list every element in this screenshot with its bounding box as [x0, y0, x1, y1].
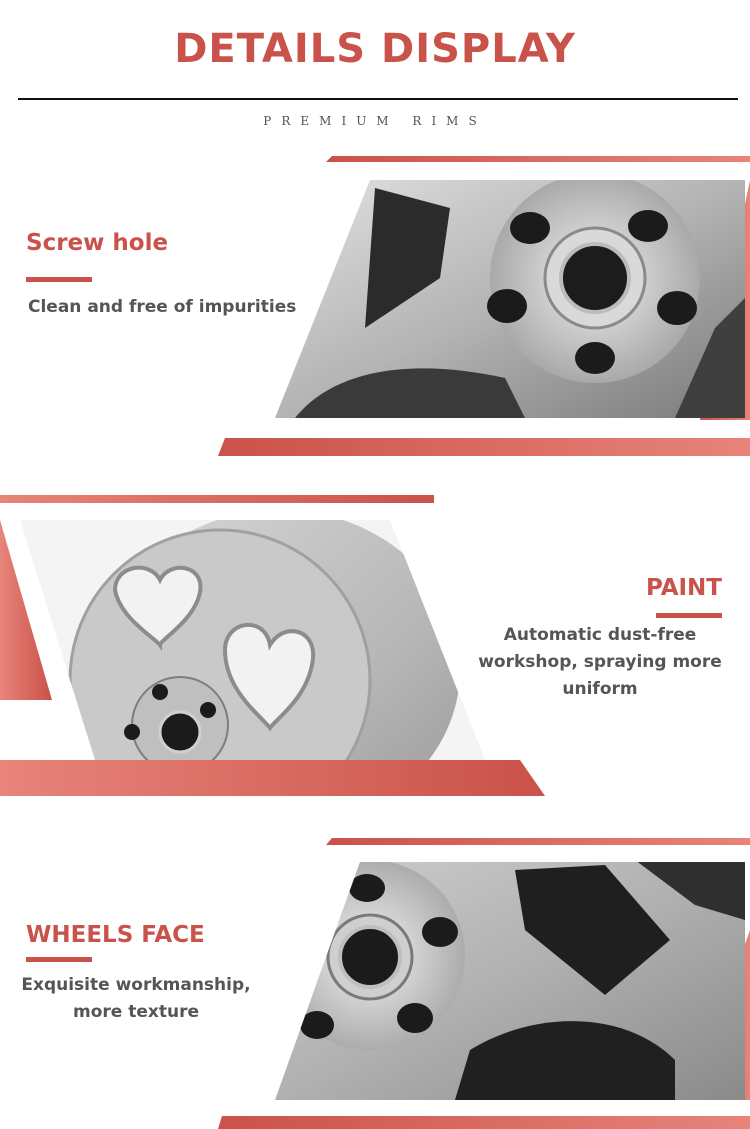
band-bottom-2 [0, 760, 545, 796]
band-top-1 [326, 156, 750, 162]
band-top-3 [326, 838, 750, 845]
heading-underline [656, 613, 722, 618]
page-subtitle: PREMIUM RIMS [263, 114, 487, 128]
band-bottom-3 [218, 1116, 750, 1129]
section-heading-paint: PAINT [645, 575, 722, 601]
page-title: DETAILS DISPLAY [174, 26, 576, 72]
section-text-screw-hole: Clean and free of impurities [28, 297, 297, 317]
section-text-wheels-face: Exquisite workmanship, more texture [21, 975, 251, 1022]
section-heading-screw-hole: Screw hole [26, 230, 169, 256]
heading-underline [26, 957, 92, 962]
section-heading-wheels-face: WHEELS FACE [26, 922, 205, 948]
band-bottom-1 [218, 438, 750, 456]
wheel-face-photo [275, 860, 745, 1100]
section-text-paint: Automatic dust-free workshop, spraying more uniform [478, 625, 722, 699]
band-top-2 [0, 495, 434, 503]
wheel-heart-spokes-photo [20, 520, 490, 760]
heading-underline [26, 277, 92, 282]
wheel-bolt-holes-photo [275, 178, 745, 418]
